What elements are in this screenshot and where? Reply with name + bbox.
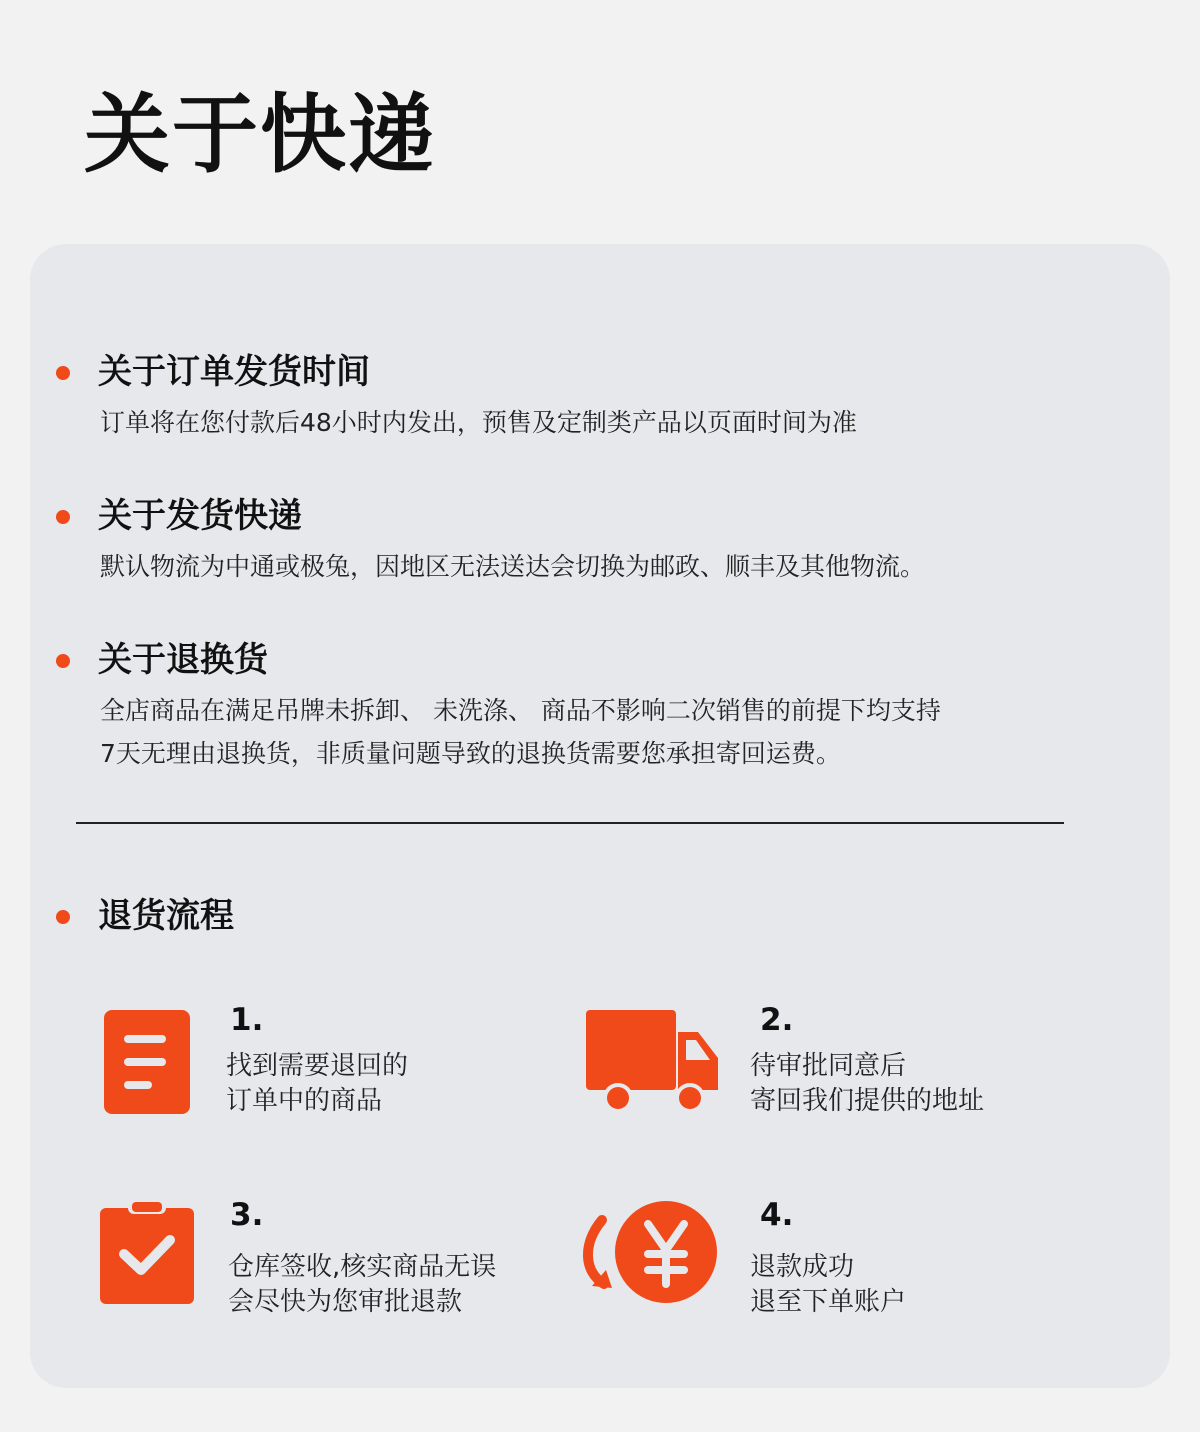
- step-text-line-1: 仓库签收,核实商品无误: [228, 1252, 497, 1282]
- divider: [76, 822, 1064, 824]
- section-text-line-2: 7天无理由退换货，非质量问题导致的退换货需要您承担寄回运费。: [100, 739, 841, 768]
- info-card: [30, 244, 1170, 1388]
- step-number: 4.: [760, 1197, 794, 1233]
- step-number: 1.: [230, 1002, 264, 1038]
- yuan-refund-icon: [578, 1200, 718, 1310]
- bullet-dot: [56, 366, 70, 380]
- step-number: 2.: [760, 1002, 794, 1038]
- section-text: 订单将在您付款后48小时内发出，预售及定制类产品以页面时间为准: [100, 408, 857, 437]
- bullet-dot: [56, 910, 70, 924]
- step-text-line-2: 订单中的商品: [226, 1086, 383, 1116]
- section-title: 退货流程: [98, 896, 234, 936]
- section-title: 关于订单发货时间: [98, 352, 370, 392]
- step-text-line-2: 会尽快为您审批退款: [228, 1287, 463, 1317]
- delivery-truck-icon: [586, 1010, 720, 1114]
- clipboard-check-icon: [100, 1200, 196, 1306]
- step-text-line-2: 退至下单账户: [750, 1287, 907, 1317]
- section-text: 默认物流为中通或极兔，因地区无法送达会切换为邮政、顺丰及其他物流。: [100, 552, 926, 581]
- order-list-icon: [104, 1010, 190, 1114]
- bullet-dot: [56, 510, 70, 524]
- section-title: 关于发货快递: [98, 496, 302, 536]
- section-title: 关于退换货: [98, 640, 268, 680]
- step-text-line-1: 待审批同意后: [750, 1051, 907, 1081]
- bullet-dot: [56, 654, 70, 668]
- page-title: 关于快递: [84, 85, 436, 185]
- step-number: 3.: [230, 1197, 264, 1233]
- section-text-line-1: 全店商品在满足吊牌未拆卸、 未洗涤、 商品不影响二次销售的前提下均支持: [100, 696, 941, 725]
- step-text-line-1: 找到需要退回的: [226, 1051, 409, 1081]
- step-text-line-2: 寄回我们提供的地址: [750, 1086, 985, 1116]
- step-text-line-1: 退款成功: [750, 1252, 855, 1282]
